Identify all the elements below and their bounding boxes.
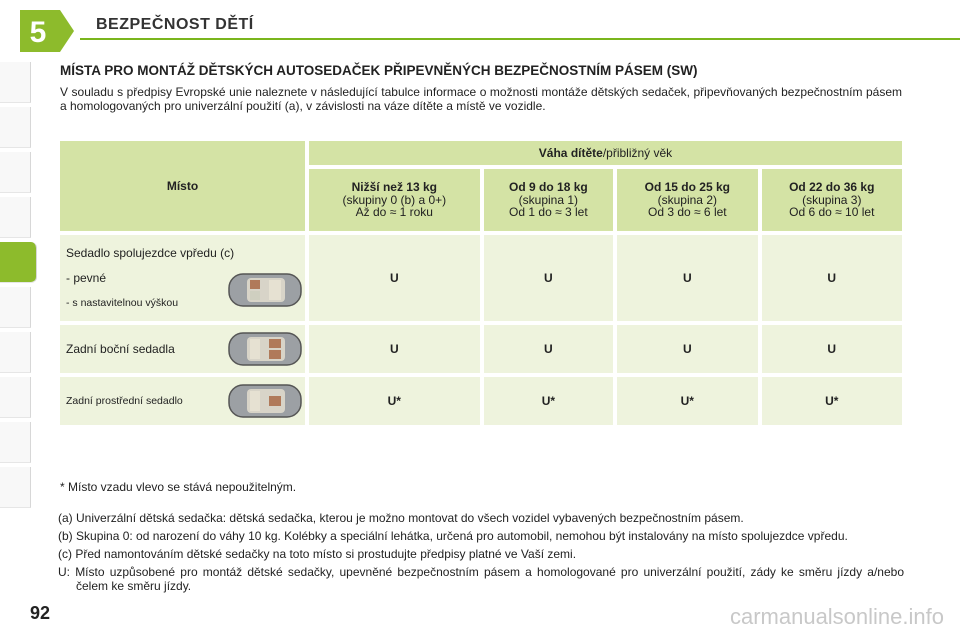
cell-value: U xyxy=(617,325,757,373)
footnote: * Místo vzadu vlevo se stává nepoužitelným. xyxy=(60,480,297,494)
cell-value: U xyxy=(484,235,613,321)
column-header xyxy=(484,169,613,231)
chapter-badge xyxy=(16,6,76,56)
column-group: (skupina 3) xyxy=(802,192,862,207)
column-title: Od 22 do 36 kg xyxy=(789,180,875,195)
weight-header xyxy=(309,141,902,165)
title-divider xyxy=(80,38,960,40)
side-tab-strip xyxy=(0,62,44,512)
note-item xyxy=(58,565,904,593)
note-item xyxy=(58,511,904,525)
cell-value: U xyxy=(762,235,902,321)
column-header xyxy=(762,169,902,231)
side-tab[interactable] xyxy=(0,467,31,508)
side-tab[interactable] xyxy=(0,62,31,103)
column-age: Od 1 do ≈ 3 let xyxy=(509,205,588,220)
car-seat-diagram-icon xyxy=(225,329,305,369)
cell-value: U xyxy=(762,325,902,373)
notes-list xyxy=(58,511,904,597)
car-seat-diagram-icon xyxy=(225,270,305,310)
note-text: Před namontováním dětské sedačky na toto místo si prostudujte předpisy platné ve Vaší zemi. xyxy=(75,547,577,561)
side-tab[interactable] xyxy=(0,332,31,373)
note-item xyxy=(58,547,904,561)
column-group: (skupiny 0 (b) a 0+) xyxy=(342,192,447,207)
column-title: Od 15 do 25 kg xyxy=(644,180,730,195)
watermark: carmanualsonline.info xyxy=(729,604,944,629)
column-title: Nižší než 13 kg xyxy=(351,180,437,195)
note-key: (c) xyxy=(58,547,72,561)
cell-value: U* xyxy=(309,377,480,425)
column-group: (skupina 1) xyxy=(518,192,579,207)
column-age: Od 3 do ≈ 6 let xyxy=(647,205,727,220)
row-place-front-passenger xyxy=(60,235,305,321)
side-tab[interactable] xyxy=(0,197,31,238)
chapter-title: BEZPEČNOST DĚTÍ xyxy=(96,16,254,33)
row-place-label: Zadní boční sedadla xyxy=(66,342,175,356)
cell-value: U xyxy=(484,325,613,373)
cell-value: U xyxy=(309,325,480,373)
row-sub-fixed: - pevné xyxy=(66,271,107,285)
side-tab[interactable] xyxy=(0,377,31,418)
row-place-rear-side xyxy=(60,325,305,373)
page-number: 92 xyxy=(30,603,51,623)
row-place-rear-middle xyxy=(60,377,305,425)
child-seat-table xyxy=(56,137,906,429)
note-key: U: xyxy=(58,565,70,579)
cell-value: U xyxy=(309,235,480,321)
column-header xyxy=(309,169,480,231)
side-tab[interactable] xyxy=(0,287,31,328)
note-text: Univerzální dětská sedačka: dětská sedačka, kterou je možno montovat do všech vozidel vybavených bezpečnostním pásem. xyxy=(76,511,744,525)
note-text: Skupina 0: od narození do váhy 10 kg. Kolébky a speciální lehátka, určená pro automobil, nemohou být instalovány na místo spolujezdce vpředu. xyxy=(76,529,848,543)
column-age: Až do ≈ 1 roku xyxy=(355,205,433,220)
section-heading: MÍSTA PRO MONTÁŽ DĚTSKÝCH AUTOSEDAČEK PŘIPEVNĚNÝCH BEZPEČNOSTNÍM PÁSEM (SW) xyxy=(60,63,698,78)
note-key: (a) xyxy=(58,511,73,525)
weight-header-rest: /přibližný věk xyxy=(602,146,673,160)
intro-paragraph: V souladu s předpisy Evropské unie naleznete v následující tabulce informace o možnosti montáže dětských sedaček, připevňovaných bezpečnostním pásem a homologovaných pro univerzální použití (a), v závislosti na váze dítěte a místě ve vozidle. xyxy=(60,85,902,113)
cell-value: U* xyxy=(484,377,613,425)
side-tab[interactable] xyxy=(0,107,31,148)
note-key: (b) xyxy=(58,529,73,543)
row-place-label: Sedadlo spolujezdce vpředu (c) xyxy=(66,246,235,260)
chapter-number: 5 xyxy=(29,16,47,49)
weight-header-bold: Váha dítěte xyxy=(538,146,603,160)
place-header: Místo xyxy=(60,141,305,231)
row-sub-adjustable: - s nastavitelnou výškou xyxy=(66,297,179,309)
car-seat-diagram-icon xyxy=(225,381,305,421)
note-text: Místo uzpůsobené pro montáž dětské sedačky, upevněné bezpečnostním pásem a homologované pro univerzální použití, zády ke směru jízdy a/nebo čelem ke směru jízdy. xyxy=(75,565,904,593)
column-title: Od 9 do 18 kg xyxy=(509,180,588,195)
side-tab-active[interactable] xyxy=(0,242,37,283)
column-age: Od 6 do ≈ 10 let xyxy=(789,205,875,220)
side-tab[interactable] xyxy=(0,152,31,193)
note-item xyxy=(58,529,904,543)
cell-value: U xyxy=(617,235,757,321)
row-place-label: Zadní prostřední sedadlo xyxy=(66,395,183,407)
cell-value: U* xyxy=(617,377,757,425)
column-header xyxy=(617,169,757,231)
column-group: (skupina 2) xyxy=(657,192,717,207)
side-tab[interactable] xyxy=(0,422,31,463)
cell-value: U* xyxy=(762,377,902,425)
